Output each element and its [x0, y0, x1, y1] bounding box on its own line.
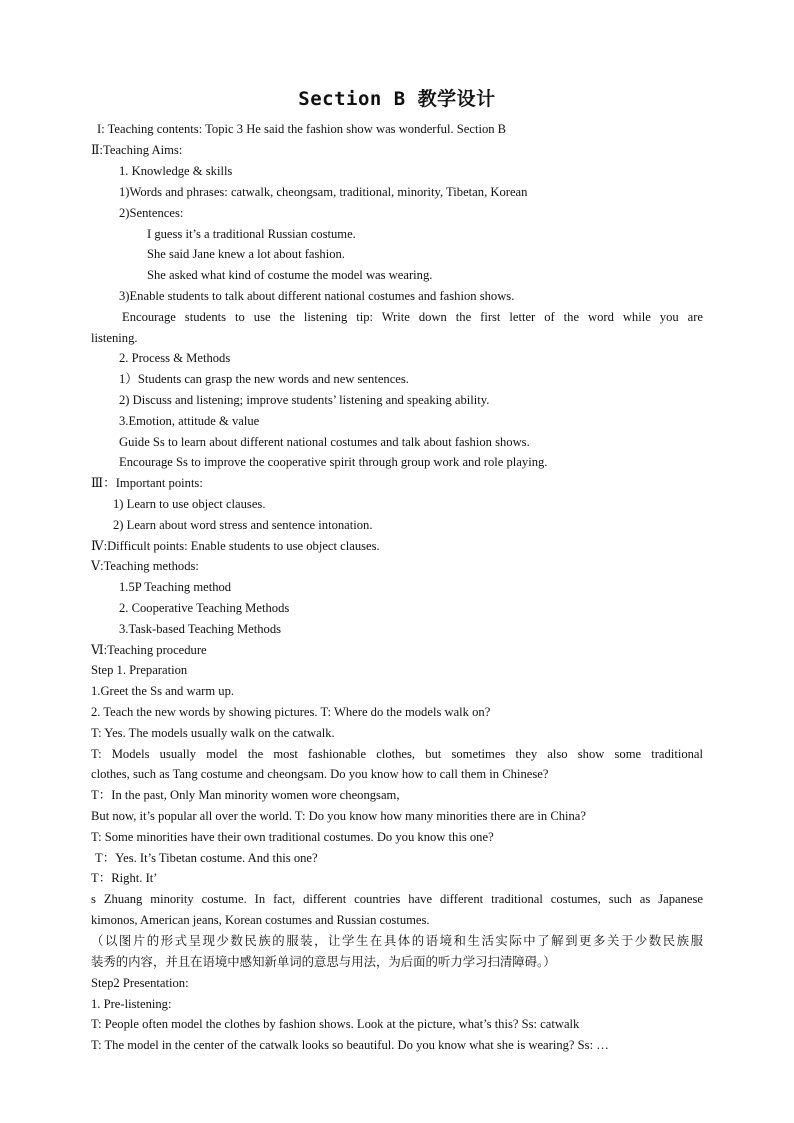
procedure-line: T: People often model the clothes by fashion shows. Look at the picture, what’s this? Ss: catwalk — [91, 1017, 580, 1031]
chinese-note-line: （以图片的形式呈现少数民族的服装，让学生在具体的语境和生活实际中了解到更多关于少数民族服 — [91, 933, 703, 948]
procedure-line: T: Yes. The models usually walk on the catwalk. — [91, 726, 335, 740]
emotion-line: Guide Ss to learn about different national costumes and talk about fashion shows. — [119, 435, 530, 449]
aim-line: 3)Enable students to talk about different national costumes and fashion shows. — [119, 289, 515, 303]
listening-tip-line: Encourage students to use the listening tip: Write down the first letter of the word while you are — [122, 310, 703, 324]
teaching-methods-heading: Ⅴ:Teaching methods: — [91, 559, 199, 573]
procedure-line: 1.Greet the Ss and warm up. — [91, 684, 235, 698]
procedure-line: clothes, such as Tang costume and cheongsam. Do you know how to call them in Chinese? — [91, 767, 549, 781]
sentence-line: She asked what kind of costume the model was wearing. — [147, 268, 433, 282]
procedure-line: s Zhuang minority costume. In fact, different countries have different traditional costumes, such as Japanese — [91, 892, 703, 906]
knowledge-skills-heading: 1. Knowledge & skills — [119, 164, 233, 178]
procedure-line: But now, it’s popular all over the world. T: Do you know how many minorities there are in China? — [91, 809, 586, 823]
important-point-line: 2) Learn about word stress and sentence intonation. — [113, 518, 373, 532]
procedure-line: kimonos, American jeans, Korean costumes and Russian costumes. — [91, 913, 430, 927]
listening-tip-continuation: listening. — [91, 331, 138, 345]
process-methods-heading: 2. Process & Methods — [119, 351, 231, 365]
method-line: 1.5P Teaching method — [119, 580, 232, 594]
teaching-procedure-heading: Ⅵ:Teaching procedure — [91, 643, 207, 657]
method-line: 2. Cooperative Teaching Methods — [119, 601, 290, 615]
teaching-contents-line: I: Teaching contents: Topic 3 He said the fashion show was wonderful. Section B — [97, 122, 507, 136]
teaching-aims-heading: Ⅱ:Teaching Aims: — [91, 143, 183, 157]
step2-heading: Step2 Presentation: — [91, 976, 189, 990]
chinese-note-line: 装秀的内容，并且在语境中感知新单词的意思与用法，为后面的听力学习扫清障碍。） — [91, 954, 556, 969]
procedure-line: T: The model in the center of the catwalk looks so beautiful. Do you know what she is wearing? Ss: … — [91, 1038, 609, 1052]
procedure-line: T：Right. It’ — [91, 871, 158, 885]
emotion-heading: 3.Emotion, attitude & value — [119, 414, 260, 428]
sentences-heading: 2)Sentences: — [119, 206, 184, 220]
procedure-line: T: Models usually model the most fashionable clothes, but sometimes they also show some traditional — [91, 747, 703, 761]
process-line: 1）Students can grasp the new words and new sentences. — [119, 372, 409, 386]
procedure-line: T：Yes. It’s Tibetan costume. And this one? — [95, 851, 318, 865]
step1-heading: Step 1. Preparation — [91, 663, 188, 677]
procedure-line: T：In the past, Only Man minority women wore cheongsam, — [91, 788, 400, 802]
difficult-points-line: Ⅳ:Difficult points: Enable students to use object clauses. — [91, 539, 380, 553]
method-line: 3.Task-based Teaching Methods — [119, 622, 282, 636]
words-phrases-line: 1)Words and phrases: catwalk, cheongsam, traditional, minority, Tibetan, Korean — [119, 185, 528, 199]
procedure-line: T: Some minorities have their own traditional costumes. Do you know this one? — [91, 830, 494, 844]
pre-listening-heading: 1. Pre-listening: — [91, 997, 172, 1011]
sentence-line: I guess it’s a traditional Russian costume. — [147, 227, 356, 241]
document-title: Section B 教学设计 — [298, 88, 496, 110]
emotion-line: Encourage Ss to improve the cooperative spirit through group work and role playing. — [119, 455, 548, 469]
process-line: 2) Discuss and listening; improve students’ listening and speaking ability. — [119, 393, 490, 407]
procedure-line: 2. Teach the new words by showing pictures. T: Where do the models walk on? — [91, 705, 491, 719]
important-points-heading: Ⅲ：Important points: — [91, 476, 203, 490]
important-point-line: 1) Learn to use object clauses. — [113, 497, 266, 511]
sentence-line: She said Jane knew a lot about fashion. — [147, 247, 345, 261]
